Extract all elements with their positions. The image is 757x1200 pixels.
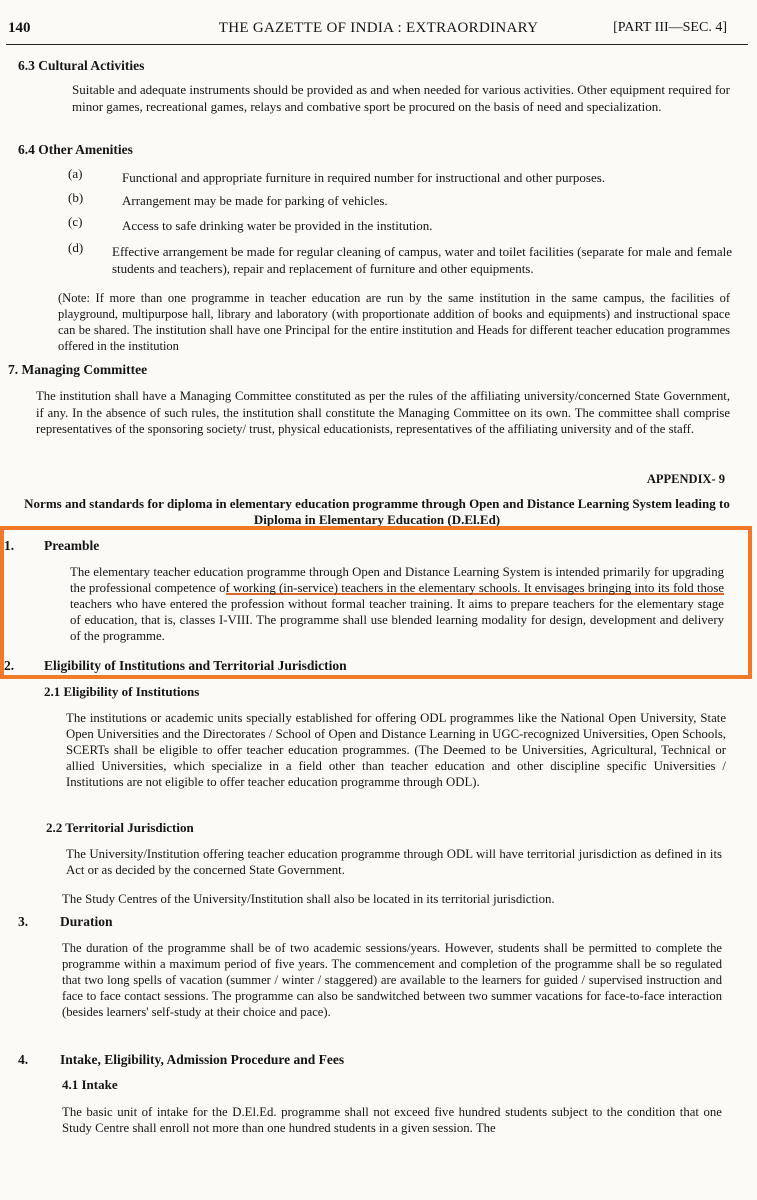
item-c-text: Access to safe drinking water be provided in the institution. [122, 218, 433, 233]
header-rule [6, 44, 748, 45]
section-4-number: 4. [18, 1052, 29, 1067]
section-1-heading: Preamble [44, 538, 100, 553]
section-2-2-text: The University/Institution offering teacher education programme through ODL will have territorial jurisdiction as defined in its Act or as decided by the concerned State Government. [66, 847, 722, 877]
section-4-1-text: The basic unit of intake for the D.El.Ed. programme shall not exceed five hundred students subject to the condition that one Study Centre shall enroll not more than one hundred students in a given session. The [62, 1105, 722, 1135]
item-a-text: Functional and appropriate furniture in required number for instructional and other purposes. [122, 170, 606, 185]
gazette-part: [PART III—SEC. 4] [613, 20, 727, 35]
section-2-2-heading: 2.2 Territorial Jurisdiction [46, 820, 194, 835]
gazette-title: THE GAZETTE OF INDIA : EXTRAORDINARY [218, 20, 539, 36]
section-7-text: The institution shall have a Managing Committee constituted as per the rules of the affiliating university/concerned State Government, if any. In the absence of such rules, the institution shall constitute the Managing Committee on its own. The committee shall comprise representatives of the sponsoring society/ trust, physical educationists, representatives of the affiliating university and of the staff. [36, 389, 730, 436]
appendix-title: Norms and standards for diploma in elementary education programme through Open and Distance Learning System leading to Diploma in Elementary Education (D.El.Ed) [24, 496, 730, 527]
appendix-label: APPENDIX- 9 [646, 472, 725, 486]
section-2-1-heading: 2.1 Eligibility of Institutions [44, 684, 200, 699]
section-2-number: 2. [4, 658, 15, 673]
page-number: 140 [8, 20, 31, 36]
section-6-3-text: Suitable and adequate instruments should be provided as and when needed for various activities. Other equipment required for minor games, recreational games, relays and combative sport be procured on the basis of need and specialization. [72, 82, 730, 114]
section-4-1-heading: 4.1 Intake [62, 1077, 118, 1092]
item-b-label: (b) [68, 190, 84, 205]
section-2-2-text-2: The Study Centres of the University/Institution shall also be located in its territorial jurisdiction. [62, 892, 555, 906]
section-2-1-text: The institutions or academic units specially established for offering ODL programmes like the National Open University, State Open Universities and the Directorates / School of Open and Distance Learning in UGC-recognized Universities, Open Schools, SCERTs shall be eligible to offer teacher education programmes. (The Deemed to be Universities, Agricultural, Technical or allied Universities, which specialize in a field other than teacher education and other discipline specific Universities / Institutions are not eligible to offer teacher education programme through ODL). [66, 711, 726, 789]
section-3-heading: Duration [60, 914, 113, 929]
item-b-text: Arrangement may be made for parking of vehicles. [122, 193, 388, 208]
section-6-3-heading: 6.3 Cultural Activities [18, 58, 145, 73]
section-1-number: 1. [4, 538, 15, 553]
amenities-note: (Note: If more than one programme in teacher education are run by the same institution in the same campus, the facilities of playground, multipurpose hall, library and laboratory (with proportionate addition of books and equipments) and instructional space can be shared. The institution shall have one Principal for the entire institution and Heads for different teacher education programmes offered in the institution [58, 291, 730, 353]
item-d-label: (d) [68, 240, 84, 255]
item-d-text: Effective arrangement be made for regular cleaning of campus, water and toilet facilities (separate for male and female students and teachers), repair and replacement of furniture and other equipments. [112, 244, 732, 276]
item-c-label: (c) [68, 214, 83, 229]
preamble-text: The elementary teacher education programme through Open and Distance Learning System is intended primarily for upgrading the professional competence of working (in-service) teachers in the elementary schools. It envisages bringing into its fold those teachers who have entered the profession without formal teacher training. It aims to prepare teachers for the elementary stage of education, that is, classes I-VIII. The programme shall use blended learning modality for design, development and delivery of the programme. [70, 565, 724, 643]
item-a-label: (a) [68, 166, 83, 181]
section-3-text: The duration of the programme shall be of two academic sessions/years. However, students shall be permitted to complete the programme within a maximum period of five years. The commencement and completion of the programme shall be so regulated that two long spells of vacation (summer / winter / staggered) are available to the learners for guided / supervised instruction and face to face contact sessions. The programme can also be sandwitched between two summer vacations for face-to-face interaction (besides learners' self-study at their choice and pace). [62, 941, 722, 1019]
section-6-4-heading: 6.4 Other Amenities [18, 142, 133, 157]
section-4-heading: Intake, Eligibility, Admission Procedure and Fees [60, 1052, 345, 1067]
section-2-heading: Eligibility of Institutions and Territorial Jurisdiction [44, 658, 347, 673]
section-7-heading: 7. Managing Committee [8, 362, 148, 377]
section-3-number: 3. [18, 914, 29, 929]
